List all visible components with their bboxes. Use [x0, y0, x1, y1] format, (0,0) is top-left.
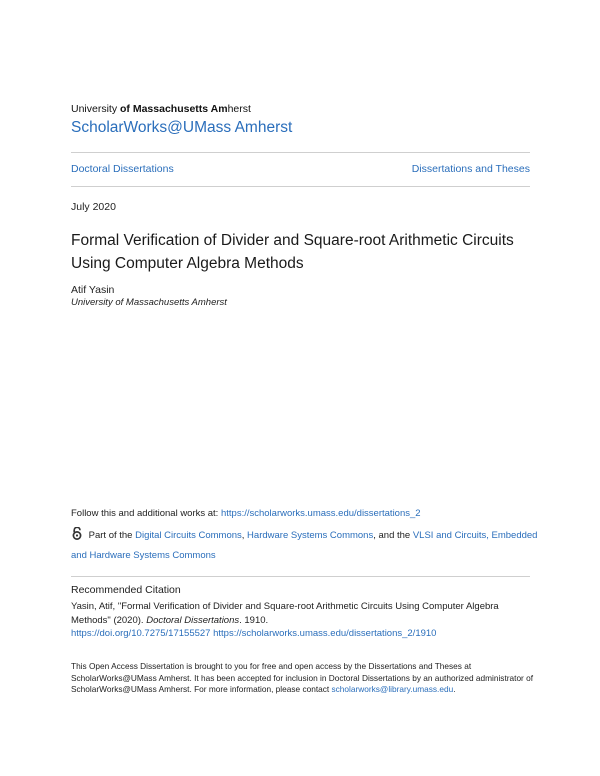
- follow-text: Follow this and additional works at:: [71, 508, 221, 519]
- author-affiliation: University of Massachusetts Amherst: [71, 297, 227, 308]
- doi-link[interactable]: https://doi.org/10.7275/17155527: [71, 628, 211, 639]
- digital-circuits-commons-link[interactable]: Digital Circuits Commons: [135, 530, 242, 541]
- follow-url[interactable]: https://scholarworks.umass.edu/dissertations_2: [220, 508, 421, 519]
- part-of-line: Part of the Digital Circuits Commons, Hardware Systems Commons, and the VLSI and Circuits, Embedded and Hardware Systems Commons: [71, 527, 541, 565]
- repository-link[interactable]: ScholarWorks@UMass Amherst: [71, 119, 293, 136]
- hardware-systems-commons-link[interactable]: Hardware Systems Commons: [247, 530, 374, 541]
- follow-line: [71, 508, 421, 519]
- open-access-notice: This Open Access Dissertation is brought to you for free and open access by the Dissertations and Theses at ScholarWorks@UMass Amherst. It has been accepted for inclusion in Doctoral Dissertations by an authorized administrator of ScholarWorks@UMass Amherst. For more information, please contact scholarworks@library.umass.edu.: [71, 661, 534, 694]
- citation-heading: Recommended Citation: [71, 584, 181, 596]
- university-name: University of Massachusetts Amherst: [71, 103, 251, 115]
- publication-date: July 2020: [71, 201, 116, 213]
- open-access-icon: [71, 527, 83, 547]
- contact-email-link[interactable]: scholarworks@library.umass.edu: [331, 684, 454, 694]
- divider-citation: [71, 576, 530, 577]
- document-title: Formal Verification of Divider and Square-root Arithmetic Circuits Using Computer Algebra Methods: [71, 232, 514, 272]
- citation-body: Yasin, Atif, "Formal Verification of Divider and Square-root Arithmetic Circuits Using Computer Algebra Methods" (2020). Doctoral Dissertations. 1910. https://doi.org/10.7275/17155527 https://scholarworks.umass.edu/dissertations_2/1910: [71, 601, 499, 639]
- citation-journal: Doctoral Dissertations: [146, 614, 240, 626]
- breadcrumb-dissertations-and-theses[interactable]: Dissertations and Theses: [411, 163, 530, 175]
- citation-url-link[interactable]: https://scholarworks.umass.edu/dissertations_2/1910: [213, 628, 437, 639]
- vlsi-circuits-commons-link[interactable]: VLSI and Circuits, Embedded and Hardware Systems Commons: [71, 530, 538, 561]
- breadcrumb-doctoral-dissertations[interactable]: Doctoral Dissertations: [71, 163, 174, 175]
- divider-top: [71, 152, 530, 153]
- divider-bottom: [71, 186, 530, 187]
- author-name: Atif Yasin: [71, 284, 115, 296]
